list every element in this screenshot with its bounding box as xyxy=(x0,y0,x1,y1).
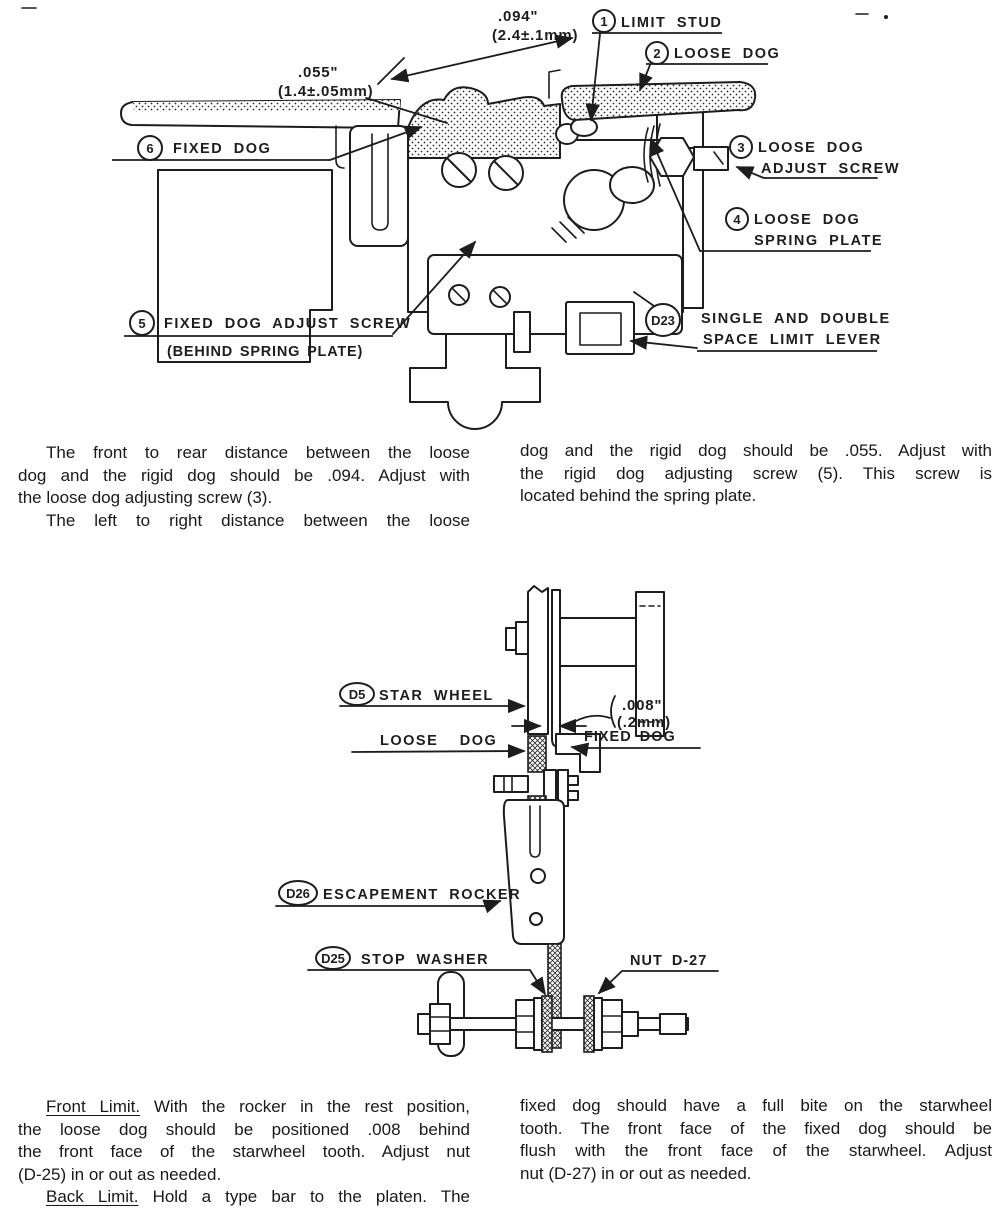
svg-text:D25: D25 xyxy=(321,951,345,966)
text-line: fixed dog should have a full bite on the starwheel xyxy=(520,1096,992,1115)
text-line: tooth. The front face of the fixed dog should be xyxy=(520,1118,992,1138)
svg-text:4: 4 xyxy=(733,212,741,227)
fixed-dog-arrow xyxy=(572,747,700,748)
release-cylinder-end xyxy=(610,167,654,203)
spring-plate-label-2: SPRING PLATE xyxy=(754,233,884,249)
star-wheel-plate-2 xyxy=(552,590,560,746)
d23-label-1: SINGLE AND DOUBLE xyxy=(701,311,891,327)
left-stop-washer xyxy=(542,996,552,1052)
pivot-tab-1 xyxy=(568,776,578,785)
text-line: dog and the rigid dog should be .055. Adjust with xyxy=(520,441,992,460)
svg-text:D5: D5 xyxy=(348,687,366,702)
fixed-adjust-label-1: FIXED DOG ADJUST SCREW xyxy=(164,316,412,332)
text-line: the rigid dog adjusting screw (5). This screw is xyxy=(520,463,992,483)
front-limit-heading: Front Limit. xyxy=(46,1097,141,1116)
back-limit-heading: Back Limit. xyxy=(46,1187,139,1206)
loose-dog-part xyxy=(528,736,546,772)
gap-leader xyxy=(574,716,610,722)
loose-dog-adjust-label-1: LOOSE DOG xyxy=(758,140,865,156)
gap-metric: (.2mm) xyxy=(617,714,671,731)
adjust-screw-shaft xyxy=(694,147,728,170)
loose-dog-label-2: LOOSE DOG xyxy=(380,733,498,749)
gap-paren xyxy=(611,696,615,727)
svg-text:6: 6 xyxy=(146,141,154,156)
loose-dog-hook xyxy=(549,70,560,98)
star-wheel-label: STAR WHEEL xyxy=(379,688,494,704)
svg-text:2: 2 xyxy=(653,46,661,61)
escapement-assembly-diagram xyxy=(0,0,1000,436)
axle-right-stub xyxy=(622,1012,638,1036)
nut-arrow xyxy=(599,971,718,993)
rocker-hole-1 xyxy=(531,869,545,883)
fixed-adjust-label-2: (BEHIND SPRING PLATE) xyxy=(167,344,364,360)
fixed-dog-label: FIXED DOG xyxy=(173,141,272,157)
paragraph-bottom-right xyxy=(520,1095,992,1185)
text-line: flush with the front face of the starwheel. Adjust xyxy=(520,1141,992,1160)
carrier-bar-top xyxy=(133,100,400,112)
mechanism-drawing xyxy=(121,70,755,429)
loose-dog-arrow xyxy=(352,751,524,752)
dim-094-arrow xyxy=(392,38,572,79)
bracket-hook xyxy=(336,126,344,168)
axle-rod xyxy=(424,1018,688,1030)
text-line: The left to right distance between the loose xyxy=(46,510,470,530)
stud-large xyxy=(516,622,528,654)
text-line: Back Limit. Hold a type bar to the platen. The xyxy=(46,1187,470,1206)
dim-094-value: .094" xyxy=(498,8,539,25)
text-line: the front face of the starwheel tooth. Adjust nut xyxy=(18,1142,470,1161)
stud-small xyxy=(506,628,516,650)
scan-artifacts xyxy=(22,8,888,19)
dim-tick xyxy=(378,58,404,84)
fixed-dog-bracket xyxy=(350,126,408,246)
dog-crown xyxy=(408,87,560,158)
d23-label-2: SPACE LIMIT LEVER xyxy=(703,332,882,348)
text-line: (D-25) in or out as needed. xyxy=(18,1164,222,1184)
paragraph-top-right xyxy=(520,440,992,508)
svg-text:D26: D26 xyxy=(286,886,310,901)
star-wheel-plate xyxy=(528,586,548,734)
svg-text:5: 5 xyxy=(138,316,146,331)
loose-dog-adjust-label-2: ADJUST SCREW xyxy=(761,161,901,177)
text-line: dog and the rigid dog should be .094. Adjust with xyxy=(18,465,470,485)
spring-plate-label-1: LOOSE DOG xyxy=(754,212,861,228)
left-frame-panel xyxy=(158,170,332,362)
text-line: nut (D-27) in or out as needed. xyxy=(520,1163,752,1183)
star-wheel-rocker-diagram xyxy=(0,548,1000,1100)
d23-arrow xyxy=(631,341,697,348)
hub-shaft xyxy=(560,618,638,666)
svg-text:1: 1 xyxy=(600,14,608,29)
space-limit-lever xyxy=(566,302,634,354)
svg-text:D23: D23 xyxy=(651,313,675,328)
pivot-tab-2 xyxy=(568,791,578,800)
diagram2-callouts xyxy=(276,683,718,994)
stop-washer-arrow xyxy=(308,970,545,994)
text-line: The front to rear distance between the loose xyxy=(46,443,470,462)
right-stop-washer xyxy=(584,996,594,1052)
pivot-stud xyxy=(494,776,528,792)
axle-right-end xyxy=(660,1014,686,1034)
left-nut xyxy=(516,1000,534,1048)
dim-055-value: .055" xyxy=(298,64,339,81)
text-line: the loose dog adjusting screw (3). xyxy=(18,488,273,507)
dim-094-metric: (2.4±.1mm) xyxy=(492,27,579,44)
right-washer xyxy=(594,998,602,1050)
adjust-screw-hex xyxy=(650,138,694,176)
svg-text:3: 3 xyxy=(737,140,745,155)
text-line: located behind the spring plate. xyxy=(520,486,757,505)
dim-055-metric: (1.4±.05mm) xyxy=(278,83,374,100)
paragraph-bottom-left xyxy=(18,1096,470,1209)
paragraph-top-left xyxy=(18,442,470,532)
text-line: Front Limit. With the rocker in the rest position, xyxy=(46,1097,470,1116)
limit-stud-label: LIMIT STUD xyxy=(621,15,723,31)
gap-value: .008" xyxy=(622,697,663,714)
escapement-rocker-label: ESCAPEMENT ROCKER xyxy=(323,887,522,903)
axle-left-nut xyxy=(430,1004,450,1044)
stop-washer-label: STOP WASHER xyxy=(361,952,490,968)
right-nut xyxy=(602,1000,622,1048)
hanger-strip xyxy=(514,312,530,352)
mechanism-drawing-2 xyxy=(418,586,688,1056)
left-washer xyxy=(534,998,542,1050)
nut-label: NUT D-27 xyxy=(630,953,708,969)
text-line: the loose dog should be positioned .008 behind xyxy=(18,1119,470,1139)
loose-dog-label: LOOSE DOG xyxy=(674,46,781,62)
rocker-hole-2 xyxy=(530,913,542,925)
fixed-dog-label-2: FIXED DOG xyxy=(584,729,676,745)
